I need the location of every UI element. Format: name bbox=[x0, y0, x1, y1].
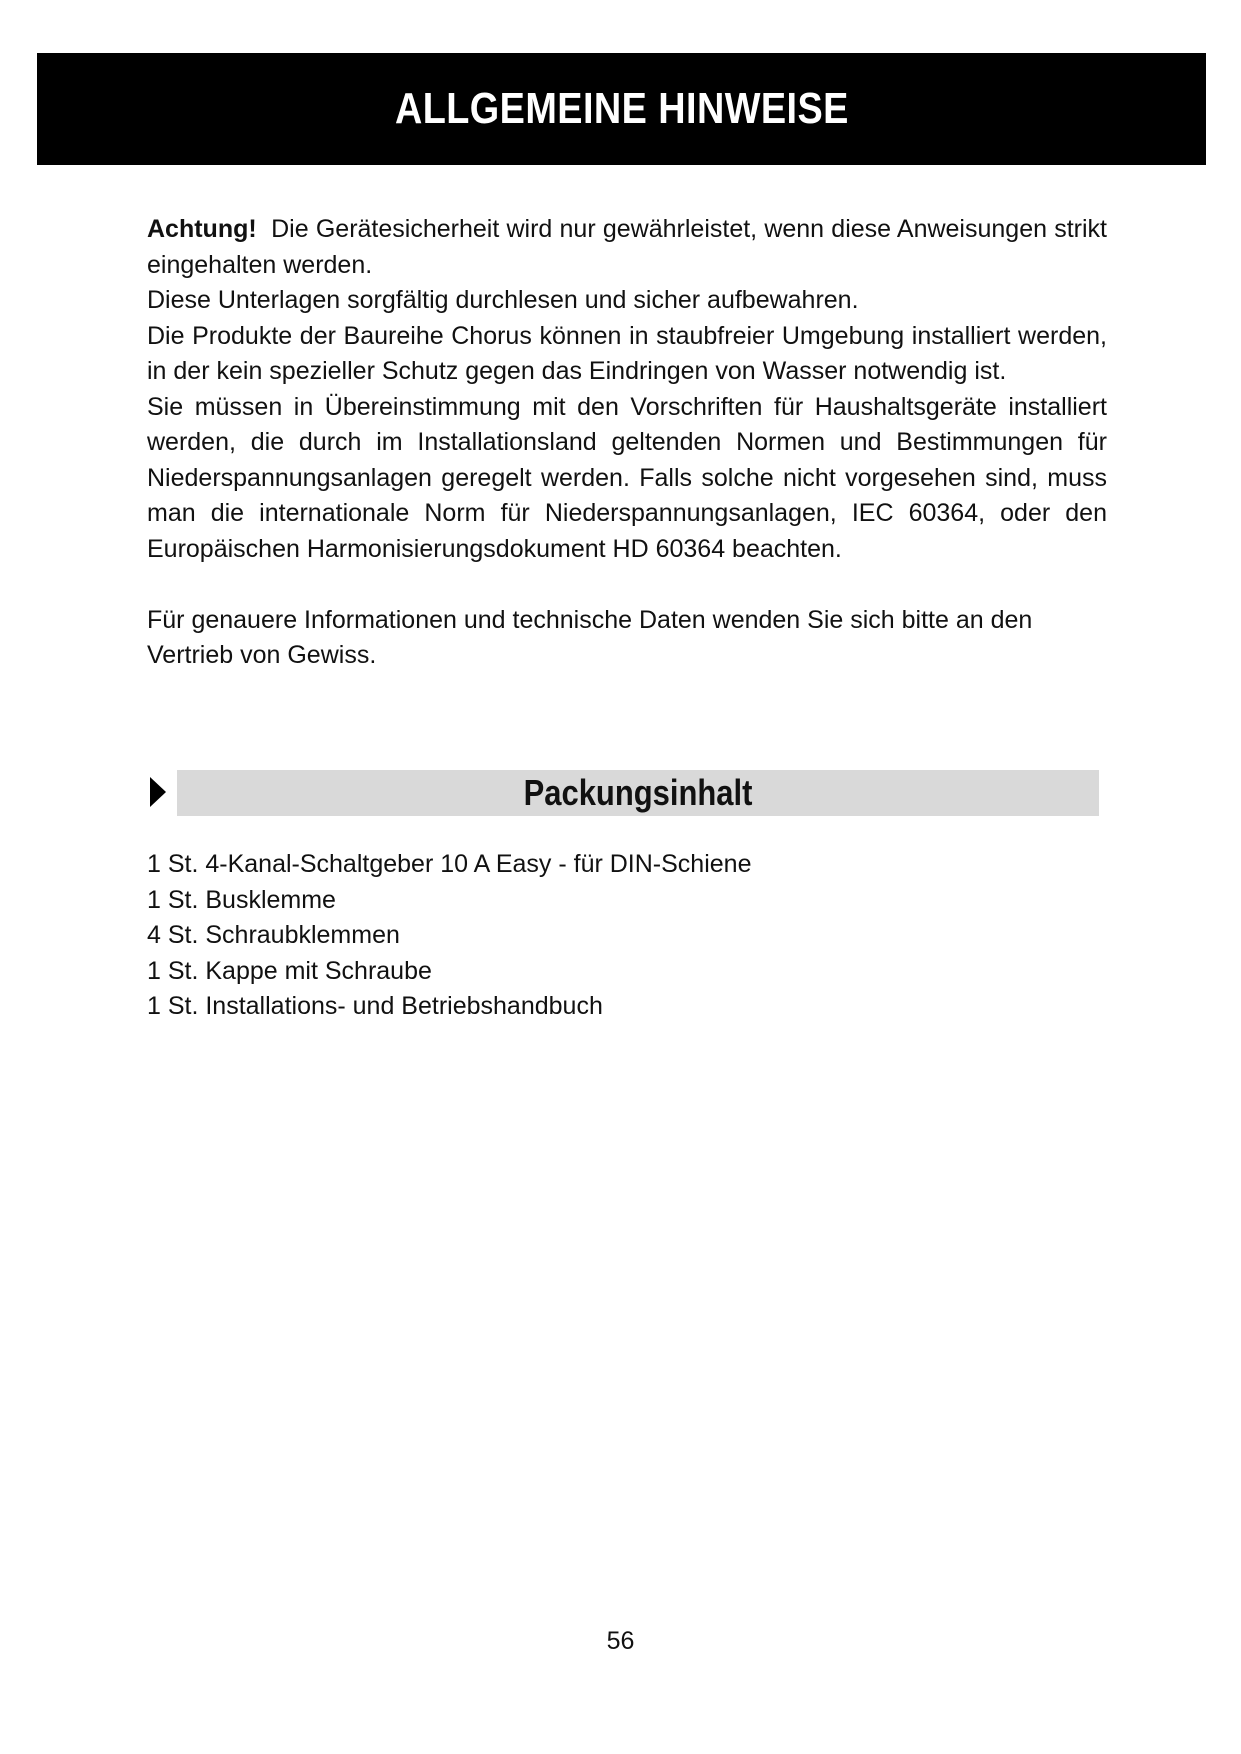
section-bar bbox=[177, 770, 1099, 816]
list-item: 1 St. Kappe mit Schraube bbox=[147, 956, 432, 985]
list-item: 4 St. Schraubklemmen bbox=[147, 921, 400, 949]
package-contents-list bbox=[147, 847, 751, 1025]
section-title: Packungsinhalt bbox=[523, 772, 753, 813]
header-bar bbox=[37, 53, 1206, 165]
page-number: 56 bbox=[606, 1627, 635, 1655]
package-contents-heading bbox=[147, 770, 1099, 816]
warning-text: Die Gerätesicherheit wird nur gewährleistet, wenn diese Anweisungen strikt eingehalten werden. bbox=[147, 215, 1107, 279]
general-notes bbox=[147, 212, 1107, 674]
storage-paragraph: Diese Unterlagen sorgfältig durchlesen und sicher aufbewahren. bbox=[147, 286, 859, 314]
page-title: ALLGEMEINE HINWEISE bbox=[394, 84, 849, 133]
list-item: 1 St. Installations- und Betriebshandbuch bbox=[147, 992, 603, 1020]
list-item: 1 St. Busklemme bbox=[147, 885, 336, 914]
paragraph-gap bbox=[147, 567, 1107, 603]
regulations-paragraph: Sie müssen in Übereinstimmung mit den Vorschriften für Haushaltsgeräte installiert werden, die durch im Installationsland geltenden Normen und Bestimmungen für Niederspannungsanlagen geregelt werden. Falls solche nicht vorgesehen sind, muss man die internationale Norm für Niederspannungsanlagen, IEC 60364, oder den Europäischen Harmonisierungsdokument HD 60364 beachten. bbox=[147, 392, 1107, 563]
arrow-right-icon bbox=[150, 777, 166, 807]
environment-paragraph: Die Produkte der Baureihe Chorus können in staubfreier Umgebung installiert werden, in der kein spezieller Schutz gegen das Eindringen von Wasser notwendig ist. bbox=[147, 321, 1107, 385]
contact-paragraph: Für genauere Informationen und technische Daten wenden Sie sich bitte an den Vertrieb von Gewiss. bbox=[147, 605, 1033, 669]
warning-paragraph bbox=[147, 212, 1107, 283]
warning-label: Achtung! bbox=[147, 215, 257, 243]
list-item: 1 St. 4-Kanal-Schaltgeber 10 A Easy - für DIN-Schiene bbox=[147, 850, 752, 878]
